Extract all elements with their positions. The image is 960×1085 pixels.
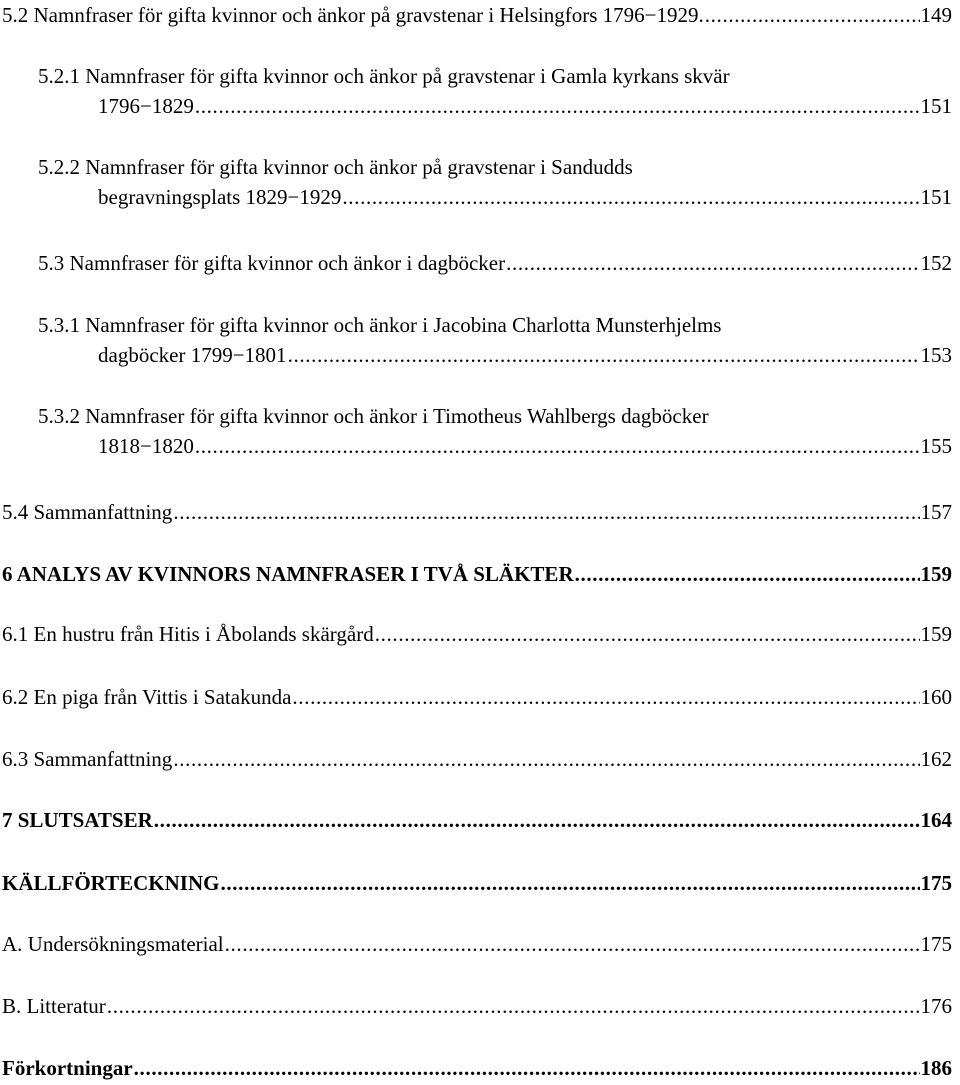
- toc-entry[interactable]: [2, 497, 952, 527]
- toc-entry[interactable]: [38, 248, 952, 278]
- toc-entry-title-continued: dagböcker 1799−1801: [98, 343, 287, 367]
- toc-leader-dots: [220, 868, 919, 898]
- toc-entry-title-continued: 1818−1820: [98, 434, 194, 458]
- toc-page-number: 153: [920, 343, 952, 367]
- toc-entry[interactable]: [38, 61, 952, 121]
- toc-entry-title: A. Undersökningsmaterial: [2, 932, 224, 956]
- toc-page-number: 151: [920, 94, 952, 118]
- toc-entry-title: 6.2 En piga från Vittis i Satakunda: [2, 685, 292, 709]
- toc-page-number: 162: [920, 747, 952, 771]
- toc-page-number: 164: [920, 808, 952, 832]
- toc-entry[interactable]: [38, 152, 952, 212]
- toc-page-number: 149: [920, 3, 952, 27]
- toc-entry[interactable]: [2, 682, 952, 712]
- toc-entry[interactable]: [2, 868, 952, 898]
- toc-leader-dots: [506, 248, 919, 278]
- toc-entry[interactable]: [2, 929, 952, 959]
- toc-entry-title: 5.4 Sammanfattning: [2, 500, 173, 524]
- toc-page-number: 176: [920, 994, 952, 1018]
- toc-leader-dots: [342, 182, 919, 212]
- toc-entry[interactable]: [38, 401, 952, 461]
- toc-entry[interactable]: [38, 310, 952, 370]
- toc-entry-title: 5.2.2 Namnfraser för gifta kvinnor och änkor på gravstenar i Sandudds: [38, 155, 633, 179]
- toc-leader-dots: [292, 682, 919, 712]
- toc-page-number: 175: [920, 932, 952, 956]
- toc-entry[interactable]: [2, 744, 952, 774]
- toc-entry-title-continued: begravningsplats 1829−1929: [98, 185, 342, 209]
- toc-leader-dots: [107, 991, 920, 1021]
- toc-page-number: 159: [920, 622, 952, 646]
- toc-leader-dots: [288, 340, 920, 370]
- toc-entry-title: 5.2 Namnfraser för gifta kvinnor och änkor på gravstenar i Helsingfors 1796−1929.: [2, 3, 704, 27]
- toc-leader-dots: [575, 559, 920, 589]
- toc-entry-title: KÄLLFÖRTECKNING: [2, 871, 220, 895]
- toc-entry-title: 5.3.1 Namnfraser för gifta kvinnor och änkor i Jacobina Charlotta Munsterhjelms: [38, 313, 722, 337]
- toc-entry-title: 7 SLUTSATSER: [2, 808, 153, 832]
- toc-leader-dots: [173, 744, 919, 774]
- toc-entry-title: 6.3 Sammanfattning: [2, 747, 173, 771]
- toc-entry-title: 6 ANALYS AV KVINNORS NAMNFRASER I TVÅ SLÄKTER: [2, 562, 574, 586]
- toc-entry[interactable]: [2, 559, 952, 589]
- toc-entry-title: 5.3.2 Namnfraser för gifta kvinnor och änkor i Timotheus Wahlbergs dagböcker: [38, 404, 709, 428]
- toc-leader-dots: [173, 497, 919, 527]
- toc-entry[interactable]: [2, 991, 952, 1021]
- toc-entry-title: 6.1 En hustru från Hitis i Åbolands skärgård: [2, 622, 374, 646]
- toc-entry[interactable]: [2, 619, 952, 649]
- toc-entry-title-continued: 1796−1829: [98, 94, 194, 118]
- toc-leader-dots: [195, 91, 920, 121]
- toc-entry-title: 5.2.1 Namnfraser för gifta kvinnor och änkor på gravstenar i Gamla kyrkans skvär: [38, 64, 730, 88]
- toc-leader-dots: [225, 929, 920, 959]
- toc-page-number: 159: [920, 562, 952, 586]
- toc-leader-dots: [134, 1053, 920, 1083]
- toc-entry[interactable]: [2, 0, 952, 30]
- toc-page-number: 186: [920, 1056, 952, 1080]
- toc-page-number: 175: [920, 871, 952, 895]
- toc-leader-dots: [195, 431, 920, 461]
- toc-entry-title: Förkortningar: [2, 1056, 133, 1080]
- toc-leader-dots: [705, 0, 920, 30]
- toc-page-number: 152: [920, 251, 952, 275]
- toc-entry-title: 5.3 Namnfraser för gifta kvinnor och änkor i dagböcker: [38, 251, 506, 275]
- toc-page-number: 155: [920, 434, 952, 458]
- toc-entry-title: B. Litteratur: [2, 994, 106, 1018]
- toc-page-number: 160: [920, 685, 952, 709]
- toc-page-number: 151: [920, 185, 952, 209]
- toc-leader-dots: [154, 805, 920, 835]
- toc-entry[interactable]: [2, 1053, 952, 1083]
- toc-entry[interactable]: [2, 805, 952, 835]
- toc-page-number: 157: [920, 500, 952, 524]
- toc-leader-dots: [375, 619, 920, 649]
